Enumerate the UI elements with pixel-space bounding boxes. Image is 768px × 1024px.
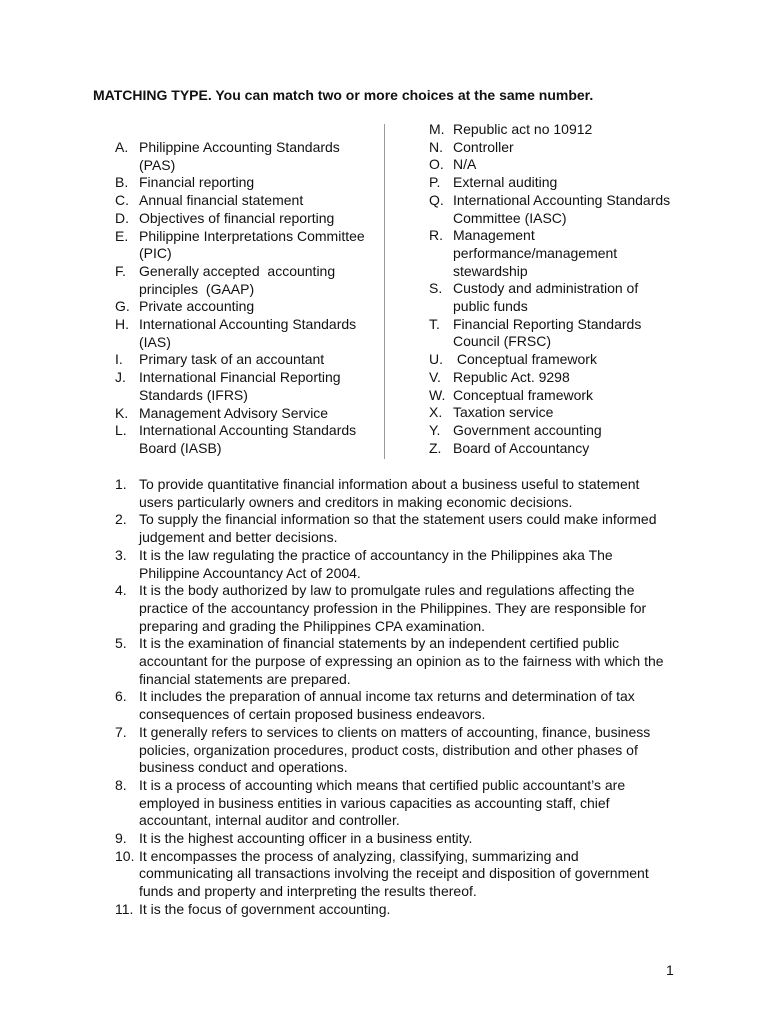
choice-letter: C. xyxy=(115,192,129,209)
choice-item xyxy=(429,369,729,387)
question-text: To supply the financial information so that the statement users could make informed judgement and better decisions. xyxy=(139,511,657,546)
choice-letter: Q. xyxy=(429,191,444,208)
question-item xyxy=(115,777,675,830)
choice-text: Private accounting xyxy=(139,298,255,315)
choice-text: N/A xyxy=(453,156,477,173)
choice-text: International Financial Reporting Standards (IFRS) xyxy=(139,369,341,403)
choice-text: Conceptual framework xyxy=(453,386,594,403)
choice-item xyxy=(115,263,377,298)
choice-letter: L. xyxy=(115,422,127,439)
choice-letter: F. xyxy=(115,262,126,279)
choice-item xyxy=(429,316,729,351)
choice-item xyxy=(115,422,377,457)
question-number: 1. xyxy=(115,476,127,492)
choice-item xyxy=(115,369,377,404)
choice-item xyxy=(429,404,729,422)
question-item xyxy=(115,635,675,688)
choice-letter: A. xyxy=(115,139,129,155)
choice-letter: M. xyxy=(429,121,445,137)
choice-letter: O. xyxy=(429,156,444,173)
question-number: 10. xyxy=(115,847,135,864)
question-number: 7. xyxy=(115,723,127,740)
choice-text: Board of Accountancy xyxy=(453,439,590,456)
choice-text: Philippine Interpretations Committee (PIC) xyxy=(139,227,365,262)
choice-text: International Accounting Standards Board (IASB) xyxy=(139,422,357,456)
choice-letter: I. xyxy=(115,351,123,368)
question-text: It encompasses the process of analyzing, classifying, summarizing and communicating all transactions involving the receipt and disposition of government funds and property and interpreting the results thereof. xyxy=(139,847,649,900)
question-text: It is a process of accounting which means that certified public accountant’s are employed in business entities in various capacities as accounting staff, chief accountant, internal auditor and controller. xyxy=(139,776,626,829)
choice-item xyxy=(115,351,377,369)
column-divider xyxy=(384,124,385,459)
choice-text: Philippine Accounting Standards (PAS) xyxy=(139,139,340,173)
choice-text: Custody and administration of public funds xyxy=(453,280,639,315)
question-number: 4. xyxy=(115,582,127,599)
choice-text: Objectives of financial reporting xyxy=(139,209,335,226)
choice-item xyxy=(115,405,377,423)
choice-item xyxy=(429,139,729,157)
choice-item xyxy=(429,422,729,440)
choice-item xyxy=(429,387,729,405)
question-text: It includes the preparation of annual income tax returns and determination of tax consequences of certain proposed business endeavors. xyxy=(139,688,635,723)
question-item xyxy=(115,688,675,723)
question-text: It is the highest accounting officer in a business entity. xyxy=(139,830,473,847)
choice-text: Controller xyxy=(453,138,514,155)
choice-item xyxy=(115,228,377,263)
question-number: 3. xyxy=(115,546,127,563)
question-item xyxy=(115,582,675,635)
question-item xyxy=(115,511,675,546)
choice-text: International Accounting Standards Committee (IASC) xyxy=(453,191,671,226)
choice-letter: U. xyxy=(429,351,443,368)
choice-letter: H. xyxy=(115,316,129,333)
choice-letter: S. xyxy=(429,280,443,297)
choice-text: External auditing xyxy=(453,174,558,191)
choice-letter: Z. xyxy=(429,439,442,456)
choice-item xyxy=(115,192,377,210)
choice-letter: G. xyxy=(115,298,130,315)
question-item xyxy=(115,830,675,848)
question-item xyxy=(115,476,675,511)
question-item xyxy=(115,901,675,919)
question-text: To provide quantitative financial information about a business useful to statement users particularly owners and creditors in making economic decisions. xyxy=(139,476,640,510)
choice-letter: X. xyxy=(429,404,443,421)
choice-item xyxy=(429,174,729,192)
choice-text: Republic Act. 9298 xyxy=(453,368,570,385)
choice-text: Government accounting xyxy=(453,421,602,438)
question-text: It is the focus of government accounting. xyxy=(139,900,391,917)
question-number: 8. xyxy=(115,776,127,793)
choice-text: Republic act no 10912 xyxy=(453,121,593,137)
choice-item xyxy=(429,192,729,227)
choice-text: Financial Reporting Standards Council (FRSC) xyxy=(453,315,642,350)
choice-item xyxy=(115,174,377,192)
choice-letter: P. xyxy=(429,174,441,191)
question-number: 9. xyxy=(115,830,127,847)
question-number: 5. xyxy=(115,635,127,652)
choice-letter: B. xyxy=(115,174,129,191)
question-number: 6. xyxy=(115,688,127,705)
choice-text: Generally accepted accounting principles (GAAP) xyxy=(139,262,340,297)
question-number: 2. xyxy=(115,511,127,528)
choice-item xyxy=(429,227,729,280)
choice-item xyxy=(115,139,377,174)
question-text: It is the law regulating the practice of accountancy in the Philippines aka The Philippine Accountancy Act of 2004. xyxy=(139,546,613,581)
choice-item xyxy=(429,440,729,458)
choice-item xyxy=(115,210,377,228)
choice-letter: V. xyxy=(429,368,441,385)
choice-letter: W. xyxy=(429,386,446,403)
question-text: It generally refers to services to clients on matters of accounting, finance, business policies, organization procedures, product costs, distribution and other phases of business conduct and operations. xyxy=(139,723,651,776)
choice-text: Conceptual framework xyxy=(453,351,597,368)
choice-text: Primary task of an accountant xyxy=(139,351,325,368)
choice-text: Management Advisory Service xyxy=(139,404,329,421)
question-item xyxy=(115,724,675,777)
choice-letter: E. xyxy=(115,227,129,244)
page-number: 1 xyxy=(666,962,674,978)
choice-letter: D. xyxy=(115,209,129,226)
choice-text: Management performance/management stewardship xyxy=(453,227,618,279)
question-item xyxy=(115,547,675,582)
choice-text: Financial reporting xyxy=(139,174,255,191)
choices-left-column xyxy=(115,139,377,458)
choice-item xyxy=(429,121,729,139)
question-item xyxy=(115,848,675,901)
choice-item xyxy=(115,298,377,316)
choice-letter: Y. xyxy=(429,421,441,438)
choice-letter: K. xyxy=(115,404,129,421)
choices-right-column xyxy=(429,121,729,457)
question-text: It is the body authorized by law to promulgate rules and regulations affecting the practice of the accountancy profession in the Philippines. They are responsible for preparing and grading the Philippines CPA examination. xyxy=(139,582,647,634)
choice-text: International Accounting Standards (IAS) xyxy=(139,316,357,350)
page-heading: MATCHING TYPE. You can match two or more choices at the same number. xyxy=(93,87,594,103)
choice-letter: R. xyxy=(429,227,443,244)
question-list xyxy=(115,476,675,919)
choice-item xyxy=(429,280,729,315)
choice-text: Annual financial statement xyxy=(139,192,304,209)
choice-letter: J. xyxy=(115,369,126,386)
question-number: 11. xyxy=(115,900,134,917)
choice-item xyxy=(429,156,729,174)
choice-item xyxy=(115,316,377,351)
choice-item xyxy=(429,351,729,369)
choice-text: Taxation service xyxy=(453,404,554,421)
question-text: It is the examination of financial statements by an independent certified public accountant for the purpose of expressing an opinion as to the fairness with which the financial statements are prepared. xyxy=(139,635,664,687)
choice-letter: N. xyxy=(429,138,443,155)
choice-letter: T. xyxy=(429,315,440,332)
